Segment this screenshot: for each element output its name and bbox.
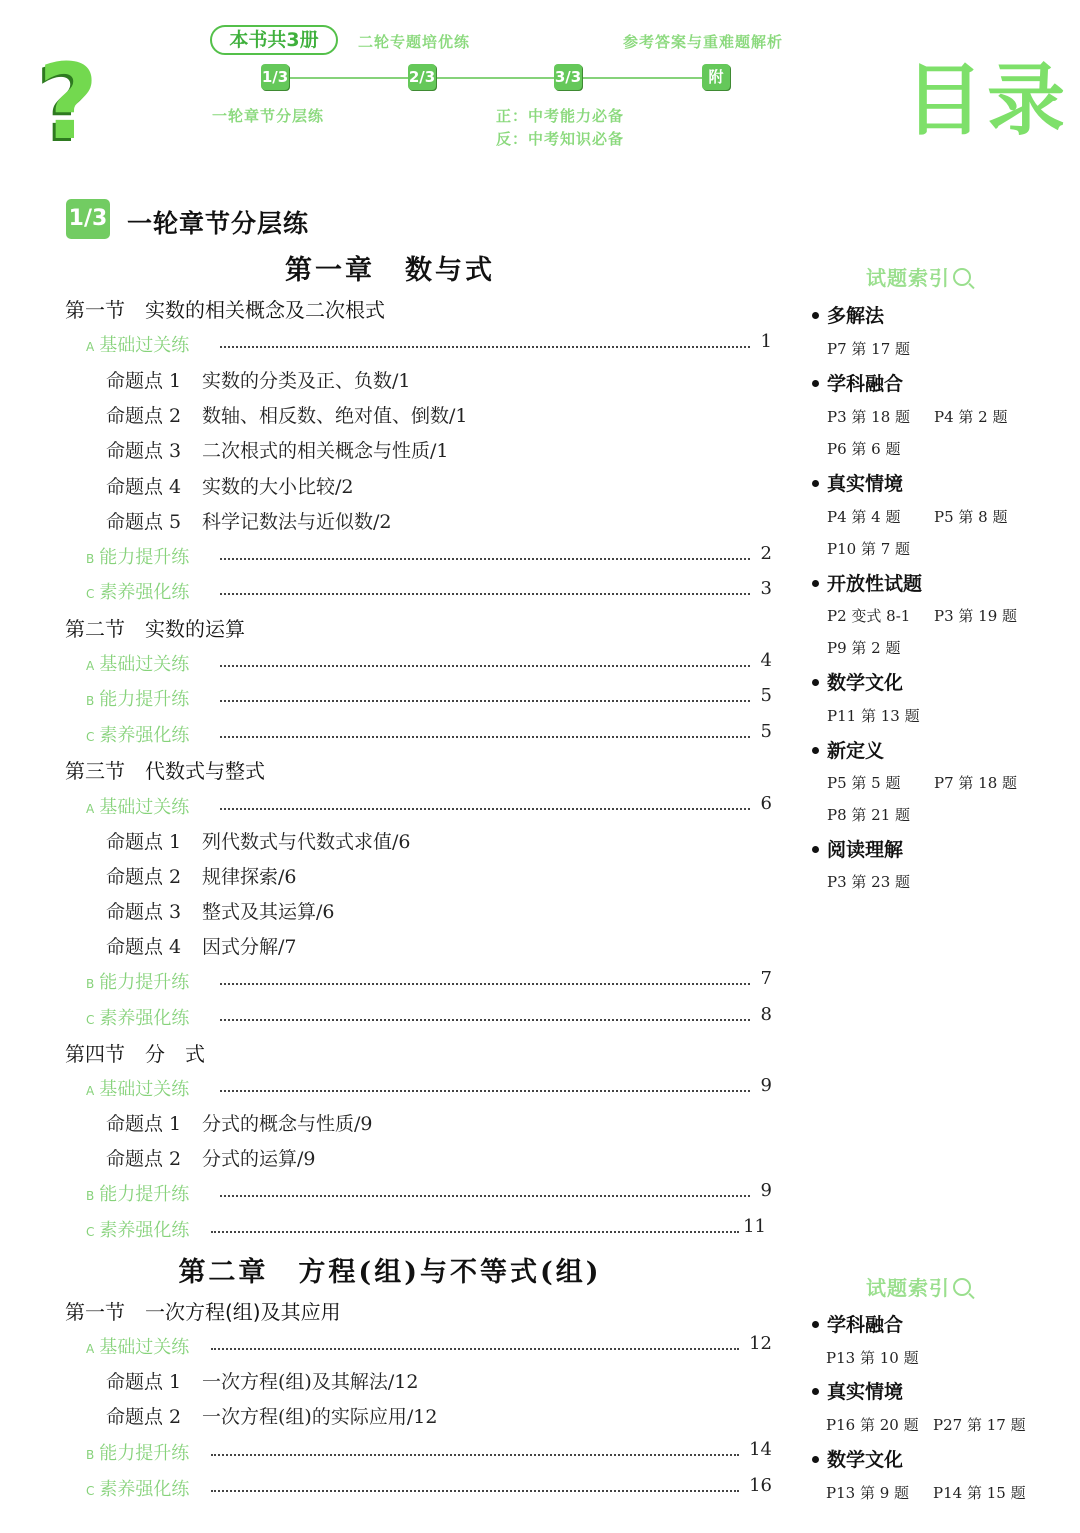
- node-appendix: 附: [702, 64, 730, 90]
- toc-entry[interactable]: [86, 1439, 776, 1465]
- page-number: 6: [760, 793, 772, 814]
- toc-point[interactable]: 命题点 1 分式的概念与性质/9: [106, 1113, 373, 1135]
- toc-entry[interactable]: [86, 1004, 776, 1030]
- index-category: 学科融合: [812, 369, 903, 396]
- section-badge: 1/3: [66, 199, 110, 239]
- toc-entry[interactable]: [86, 685, 776, 711]
- toc-point[interactable]: 命题点 1 列代数式与代数式求值/6: [106, 831, 411, 853]
- section-heading: 第四节 分 式: [65, 1042, 205, 1066]
- index-ref[interactable]: P4 第 4 题: [827, 508, 901, 526]
- index-category: 阅读理解: [812, 835, 903, 862]
- section-heading: 第一节 实数的相关概念及二次根式: [65, 298, 385, 322]
- toc-point[interactable]: 命题点 1 一次方程(组)及其解法/12: [106, 1371, 419, 1393]
- book-count-badge: 本书共3册: [210, 25, 338, 55]
- practice-label: C 素养强化练: [86, 582, 190, 603]
- index-ref[interactable]: P3 第 23 题: [827, 873, 911, 891]
- practice-label: A 基础过关练: [86, 1079, 190, 1100]
- dot-leader: [220, 736, 750, 738]
- toc-entry[interactable]: [86, 1475, 776, 1501]
- node-book-3: 3/3: [554, 64, 582, 90]
- dot-leader: [220, 1019, 750, 1021]
- toc-entry[interactable]: [86, 650, 776, 676]
- page-number: 1: [760, 331, 772, 352]
- page-number: 5: [760, 721, 772, 742]
- index-ref[interactable]: P9 第 2 题: [827, 639, 901, 657]
- dot-leader: [220, 808, 750, 810]
- section-title: 一轮章节分层练: [127, 209, 310, 238]
- index-ref[interactable]: P10 第 7 题: [827, 540, 911, 558]
- dot-leader: [220, 558, 750, 560]
- practice-label: A 基础过关练: [86, 797, 190, 818]
- page-number: 16: [749, 1475, 772, 1496]
- toc-entry[interactable]: [86, 1180, 776, 1206]
- magnifier-icon: [953, 1278, 971, 1296]
- practice-label: C 素养强化练: [86, 1479, 190, 1500]
- practice-label: A 基础过关练: [86, 1337, 190, 1358]
- chapter-title: 第一章 数与式: [285, 255, 495, 286]
- node-book-1: 1/3: [261, 64, 289, 90]
- index-ref[interactable]: P16 第 20 题: [826, 1416, 919, 1434]
- toc-entry[interactable]: [86, 1216, 776, 1242]
- practice-label: B 能力提升练: [86, 972, 190, 993]
- back-label: 反：中考知识必备: [496, 130, 625, 148]
- toc-point[interactable]: 命题点 2 数轴、相反数、绝对值、倒数/1: [106, 405, 468, 427]
- index-title: 试题索引: [866, 262, 986, 291]
- dot-leader: [220, 593, 750, 595]
- magnifier-icon: [953, 268, 971, 286]
- page-number: 5: [760, 685, 772, 706]
- dot-leader: [220, 700, 750, 702]
- round1-label: 一轮章节分层练: [212, 107, 325, 125]
- index-ref[interactable]: P5 第 5 题: [827, 774, 901, 792]
- dot-leader: [211, 1231, 739, 1233]
- index-ref[interactable]: P6 第 6 题: [827, 440, 901, 458]
- page-number: 2: [760, 543, 772, 564]
- page-number: 3: [760, 578, 772, 599]
- dot-leader: [211, 1454, 739, 1456]
- node-book-2: 2/3: [408, 64, 436, 90]
- practice-label: B 能力提升练: [86, 1184, 190, 1205]
- dot-leader: [220, 665, 750, 667]
- page-number: 8: [760, 1004, 772, 1025]
- toc-point[interactable]: 命题点 4 实数的大小比较/2: [106, 476, 354, 498]
- round2-label: 二轮专题培优练: [358, 33, 471, 51]
- index-category: 多解法: [812, 301, 884, 328]
- section-heading: 第一节 一次方程(组)及其应用: [65, 1300, 341, 1324]
- front-label: 正：中考能力必备: [496, 107, 625, 125]
- toc-point[interactable]: 命题点 3 整式及其运算/6: [106, 901, 335, 923]
- page-number: 11: [743, 1216, 766, 1237]
- dot-leader: [211, 1490, 739, 1492]
- index-ref[interactable]: P8 第 21 题: [827, 806, 911, 824]
- index-category: 新定义: [812, 736, 884, 763]
- toc-entry[interactable]: [86, 721, 776, 747]
- index-category: 开放性试题: [812, 569, 922, 596]
- index-ref[interactable]: P11 第 13 题: [827, 707, 920, 725]
- index-ref[interactable]: P3 第 19 题: [934, 607, 1018, 625]
- index-ref[interactable]: P13 第 9 题: [826, 1484, 910, 1502]
- index-category: 数学文化: [812, 1445, 903, 1472]
- toc-point[interactable]: 命题点 4 因式分解/7: [106, 936, 297, 958]
- toc-point[interactable]: 命题点 5 科学记数法与近似数/2: [106, 511, 392, 533]
- practice-label: A 基础过关练: [86, 654, 190, 675]
- page-number: 4: [760, 650, 772, 671]
- toc-entry[interactable]: [86, 331, 776, 357]
- dot-leader: [220, 346, 750, 348]
- index-ref[interactable]: P14 第 15 题: [933, 1484, 1026, 1502]
- index-title: 试题索引: [866, 1272, 986, 1301]
- toc-entry[interactable]: [86, 543, 776, 569]
- toc-point[interactable]: 命题点 3 二次根式的相关概念与性质/1: [106, 440, 449, 462]
- index-category: 学科融合: [812, 1310, 903, 1337]
- toc-point[interactable]: 命题点 1 实数的分类及正、负数/1: [106, 370, 411, 392]
- practice-label: A 基础过关练: [86, 335, 190, 356]
- toc-entry[interactable]: [86, 968, 776, 994]
- index-ref[interactable]: P2 变式 8-1: [827, 607, 911, 625]
- index-ref[interactable]: P7 第 18 题: [934, 774, 1018, 792]
- section-heading: 第三节 代数式与整式: [65, 759, 265, 783]
- index-ref[interactable]: P13 第 10 题: [826, 1349, 919, 1367]
- toc-point[interactable]: 命题点 2 分式的运算/9: [106, 1148, 316, 1170]
- page-number: 9: [760, 1180, 772, 1201]
- series-track-line: [288, 77, 704, 79]
- index-ref[interactable]: P3 第 18 题: [827, 408, 911, 426]
- index-ref[interactable]: P5 第 8 题: [934, 508, 1008, 526]
- page-number: 7: [760, 968, 772, 989]
- toc-entry[interactable]: [86, 578, 776, 604]
- practice-label: B 能力提升练: [86, 1443, 190, 1464]
- index-ref[interactable]: P27 第 17 题: [933, 1416, 1026, 1434]
- index-ref[interactable]: P4 第 2 题: [934, 408, 1008, 426]
- index-category: 真实情境: [812, 469, 903, 496]
- chapter-title: 第二章 方程(组)与不等式(组): [178, 1257, 602, 1288]
- index-ref[interactable]: P7 第 17 题: [827, 340, 911, 358]
- index-category: 真实情境: [812, 1377, 903, 1404]
- page-title: 目录: [905, 56, 1070, 146]
- practice-label: B 能力提升练: [86, 547, 190, 568]
- practice-label: B 能力提升练: [86, 689, 190, 710]
- section-heading: 第二节 实数的运算: [65, 617, 245, 641]
- dot-leader: [220, 1195, 750, 1197]
- index-category: 数学文化: [812, 668, 903, 695]
- dot-leader: [211, 1348, 739, 1350]
- toc-entry[interactable]: [86, 1075, 776, 1101]
- practice-label: C 素养强化练: [86, 1220, 190, 1241]
- answers-label: 参考答案与重难题解析: [623, 33, 784, 51]
- toc-point[interactable]: 命题点 2 一次方程(组)的实际应用/12: [106, 1406, 438, 1428]
- page-number: 9: [760, 1075, 772, 1096]
- practice-label: C 素养强化练: [86, 1008, 190, 1029]
- practice-label: C 素养强化练: [86, 725, 190, 746]
- dot-leader: [220, 1090, 750, 1092]
- question-mark-logo: ?: [38, 41, 99, 163]
- toc-point[interactable]: 命题点 2 规律探索/6: [106, 866, 297, 888]
- toc-entry[interactable]: [86, 793, 776, 819]
- dot-leader: [220, 983, 750, 985]
- toc-entry[interactable]: [86, 1333, 776, 1359]
- page-number: 12: [749, 1333, 772, 1354]
- page-number: 14: [749, 1439, 772, 1460]
